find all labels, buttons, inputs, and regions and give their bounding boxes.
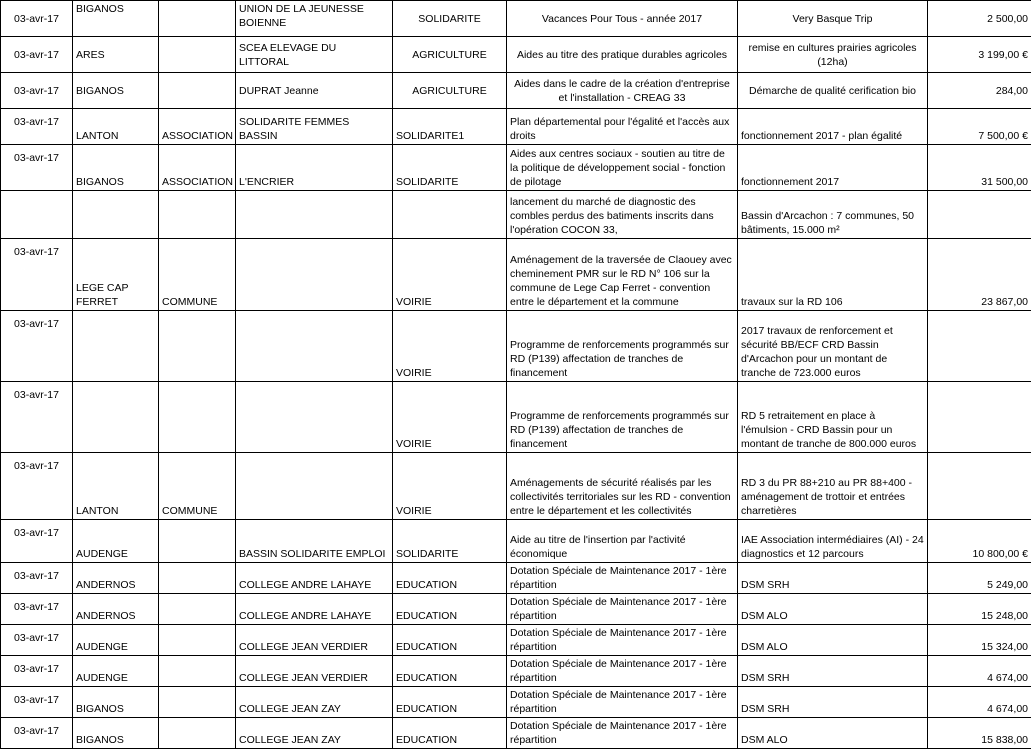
date-cell: 03-avr-17 <box>1 109 73 145</box>
scheme-cell: Dotation Spéciale de Maintenance 2017 - 1ère répartition <box>507 563 738 594</box>
purpose-cell: Very Basque Trip <box>738 1 928 37</box>
commune-cell <box>73 191 159 239</box>
table-row <box>1 594 1031 625</box>
type-cell <box>159 191 236 239</box>
amount-cell <box>928 453 1031 520</box>
purpose-cell: fonctionnement 2017 - plan égalité <box>738 109 928 145</box>
amount-cell <box>928 311 1031 382</box>
date-cell: 03-avr-17 <box>1 520 73 563</box>
table-row <box>1 37 1031 73</box>
domain-cell: VOIRIE <box>393 382 507 453</box>
purpose-cell: RD 3 du PR 88+210 au PR 88+400 - aménagement de trottoir et entrées charretières <box>738 453 928 520</box>
commune-cell: BIGANOS <box>73 718 159 749</box>
scheme-cell: Programme de renforcements programmés sur RD (P139) affectation de tranches de financement <box>507 311 738 382</box>
commune-cell: LANTON <box>73 109 159 145</box>
beneficiary-cell: COLLEGE JEAN VERDIER <box>236 656 393 687</box>
domain-cell: EDUCATION <box>393 687 507 718</box>
scheme-cell: Aide au titre de l'insertion par l'activité économique <box>507 520 738 563</box>
amount-cell: 284,00 <box>928 73 1031 109</box>
type-cell: COMMUNE <box>159 453 236 520</box>
domain-cell: AGRICULTURE <box>393 37 507 73</box>
commune-cell: BIGANOS <box>73 73 159 109</box>
date-cell: 03-avr-17 <box>1 73 73 109</box>
beneficiary-cell: UNION DE LA JEUNESSE BOIENNE <box>236 1 393 37</box>
domain-cell: EDUCATION <box>393 625 507 656</box>
scheme-cell: Programme de renforcements programmés sur RD (P139) affectation de tranches de financement <box>507 382 738 453</box>
type-cell <box>159 687 236 718</box>
beneficiary-cell <box>236 311 393 382</box>
amount-cell: 4 674,00 <box>928 687 1031 718</box>
date-cell: 03-avr-17 <box>1 687 73 718</box>
commune-cell: ARES <box>73 37 159 73</box>
type-cell <box>159 625 236 656</box>
purpose-cell: remise en cultures prairies agricoles (12ha) <box>738 37 928 73</box>
table-row <box>1 109 1031 145</box>
beneficiary-cell <box>236 191 393 239</box>
scheme-cell: Aides au titre des pratique durables agricoles <box>507 37 738 73</box>
scheme-cell: Aménagements de sécurité réalisés par les collectivités territoriales sur les RD - convention entre le département et les collectivités <box>507 453 738 520</box>
commune-cell <box>73 311 159 382</box>
domain-cell: SOLIDARITE <box>393 1 507 37</box>
domain-cell: EDUCATION <box>393 563 507 594</box>
type-cell <box>159 656 236 687</box>
scheme-cell: Dotation Spéciale de Maintenance 2017 - 1ère répartition <box>507 718 738 749</box>
type-cell <box>159 37 236 73</box>
scheme-cell: Dotation Spéciale de Maintenance 2017 - 1ère répartition <box>507 625 738 656</box>
domain-cell: AGRICULTURE <box>393 73 507 109</box>
beneficiary-cell <box>236 239 393 311</box>
scheme-cell: Aides aux centres sociaux - soutien au titre de la politique de développement social - fonction de pilotage <box>507 145 738 191</box>
amount-cell <box>928 382 1031 453</box>
amount-cell: 10 800,00 € <box>928 520 1031 563</box>
table-row <box>1 191 1031 239</box>
date-cell: 03-avr-17 <box>1 718 73 749</box>
commune-cell: AUDENGE <box>73 656 159 687</box>
amount-cell: 15 248,00 <box>928 594 1031 625</box>
amount-cell: 23 867,00 <box>928 239 1031 311</box>
commune-cell: AUDENGE <box>73 520 159 563</box>
date-cell: 03-avr-17 <box>1 563 73 594</box>
domain-cell: SOLIDARITE1 <box>393 109 507 145</box>
table-row <box>1 239 1031 311</box>
amount-cell: 7 500,00 € <box>928 109 1031 145</box>
beneficiary-cell: DUPRAT Jeanne <box>236 73 393 109</box>
date-cell: 03-avr-17 <box>1 453 73 520</box>
scheme-cell: Aménagement de la traversée de Claouey avec cheminement PMR sur le RD N° 106 sur la commune de Lege Cap Ferret - convention entre le département et la commune <box>507 239 738 311</box>
date-cell: 03-avr-17 <box>1 37 73 73</box>
type-cell: COMMUNE <box>159 239 236 311</box>
beneficiary-cell <box>236 382 393 453</box>
commune-cell: ANDERNOS <box>73 563 159 594</box>
amount-cell: 4 674,00 <box>928 656 1031 687</box>
table-row <box>1 687 1031 718</box>
table-row <box>1 73 1031 109</box>
beneficiary-cell: L'ENCRIER <box>236 145 393 191</box>
commune-cell: BIGANOS <box>73 145 159 191</box>
purpose-cell: DSM ALO <box>738 594 928 625</box>
beneficiary-cell: SOLIDARITE FEMMES BASSIN <box>236 109 393 145</box>
domain-cell: VOIRIE <box>393 311 507 382</box>
commune-cell <box>73 382 159 453</box>
table-row <box>1 311 1031 382</box>
date-cell: 03-avr-17 <box>1 656 73 687</box>
amount-cell: 15 838,00 <box>928 718 1031 749</box>
date-cell: 03-avr-17 <box>1 382 73 453</box>
type-cell <box>159 311 236 382</box>
type-cell <box>159 1 236 37</box>
amount-cell <box>928 191 1031 239</box>
purpose-cell: IAE Association intermédiaires (AI) - 24 diagnostics et 12 parcours <box>738 520 928 563</box>
beneficiary-cell: COLLEGE JEAN ZAY <box>236 687 393 718</box>
scheme-cell: Vacances Pour Tous - année 2017 <box>507 1 738 37</box>
amount-cell: 3 199,00 € <box>928 37 1031 73</box>
scheme-cell: Dotation Spéciale de Maintenance 2017 - 1ère répartition <box>507 594 738 625</box>
purpose-cell: 2017 travaux de renforcement et sécurité BB/ECF CRD Bassin d'Arcachon pour un montant de tranche de 723.000 euros <box>738 311 928 382</box>
beneficiary-cell: COLLEGE JEAN ZAY <box>236 718 393 749</box>
beneficiary-cell: COLLEGE ANDRE LAHAYE <box>236 594 393 625</box>
purpose-cell: travaux sur la RD 106 <box>738 239 928 311</box>
date-cell: 03-avr-17 <box>1 239 73 311</box>
purpose-cell: DSM ALO <box>738 625 928 656</box>
beneficiary-cell: BASSIN SOLIDARITE EMPLOI <box>236 520 393 563</box>
type-cell <box>159 73 236 109</box>
table-row <box>1 718 1031 749</box>
table-row <box>1 382 1031 453</box>
domain-cell: VOIRIE <box>393 453 507 520</box>
date-cell: 03-avr-17 <box>1 1 73 37</box>
type-cell: ASSOCIATION <box>159 145 236 191</box>
table-row <box>1 563 1031 594</box>
scheme-cell: Aides dans le cadre de la création d'entreprise et l'installation - CREAG 33 <box>507 73 738 109</box>
table-row <box>1 1 1031 37</box>
commune-cell: ANDERNOS <box>73 594 159 625</box>
purpose-cell: Bassin d'Arcachon : 7 communes, 50 bâtiments, 15.000 m² <box>738 191 928 239</box>
amount-cell: 5 249,00 <box>928 563 1031 594</box>
table-row <box>1 656 1031 687</box>
date-cell: 03-avr-17 <box>1 311 73 382</box>
table-row <box>1 145 1031 191</box>
type-cell <box>159 382 236 453</box>
table-row <box>1 453 1031 520</box>
domain-cell: SOLIDARITE <box>393 520 507 563</box>
type-cell <box>159 594 236 625</box>
domain-cell <box>393 191 507 239</box>
beneficiary-cell: SCEA ELEVAGE DU LITTORAL <box>236 37 393 73</box>
date-cell: 03-avr-17 <box>1 594 73 625</box>
type-cell <box>159 718 236 749</box>
type-cell: ASSOCIATION <box>159 109 236 145</box>
type-cell <box>159 563 236 594</box>
commune-cell: AUDENGE <box>73 625 159 656</box>
commune-cell: LANTON <box>73 453 159 520</box>
purpose-cell: DSM ALO <box>738 718 928 749</box>
purpose-cell: RD 5 retraitement en place à l'émulsion - CRD Bassin pour un montant de tranche de 800.000 euros <box>738 382 928 453</box>
beneficiary-cell <box>236 453 393 520</box>
domain-cell: VOIRIE <box>393 239 507 311</box>
domain-cell: EDUCATION <box>393 594 507 625</box>
type-cell <box>159 520 236 563</box>
purpose-cell: fonctionnement 2017 <box>738 145 928 191</box>
date-cell: 03-avr-17 <box>1 625 73 656</box>
domain-cell: EDUCATION <box>393 656 507 687</box>
domain-cell: EDUCATION <box>393 718 507 749</box>
amount-cell: 2 500,00 <box>928 1 1031 37</box>
amount-cell: 15 324,00 <box>928 625 1031 656</box>
purpose-cell: Démarche de qualité cerification bio <box>738 73 928 109</box>
scheme-cell: Plan départemental pour l'égalité et l'accès aux droits <box>507 109 738 145</box>
scheme-cell: lancement du marché de diagnostic des combles perdus des batiments inscrits dans l'opération COCON 33, <box>507 191 738 239</box>
beneficiary-cell: COLLEGE ANDRE LAHAYE <box>236 563 393 594</box>
date-cell <box>1 191 73 239</box>
scheme-cell: Dotation Spéciale de Maintenance 2017 - 1ère répartition <box>507 687 738 718</box>
beneficiary-cell: COLLEGE JEAN VERDIER <box>236 625 393 656</box>
commune-cell: BIGANOS <box>73 1 159 37</box>
purpose-cell: DSM SRH <box>738 687 928 718</box>
date-cell: 03-avr-17 <box>1 145 73 191</box>
purpose-cell: DSM SRH <box>738 656 928 687</box>
commune-cell: BIGANOS <box>73 687 159 718</box>
scheme-cell: Dotation Spéciale de Maintenance 2017 - 1ère répartition <box>507 656 738 687</box>
domain-cell: SOLIDARITE <box>393 145 507 191</box>
purpose-cell: DSM SRH <box>738 563 928 594</box>
amount-cell: 31 500,00 <box>928 145 1031 191</box>
commune-cell: LEGE CAP FERRET <box>73 239 159 311</box>
table-row <box>1 625 1031 656</box>
table-row <box>1 520 1031 563</box>
